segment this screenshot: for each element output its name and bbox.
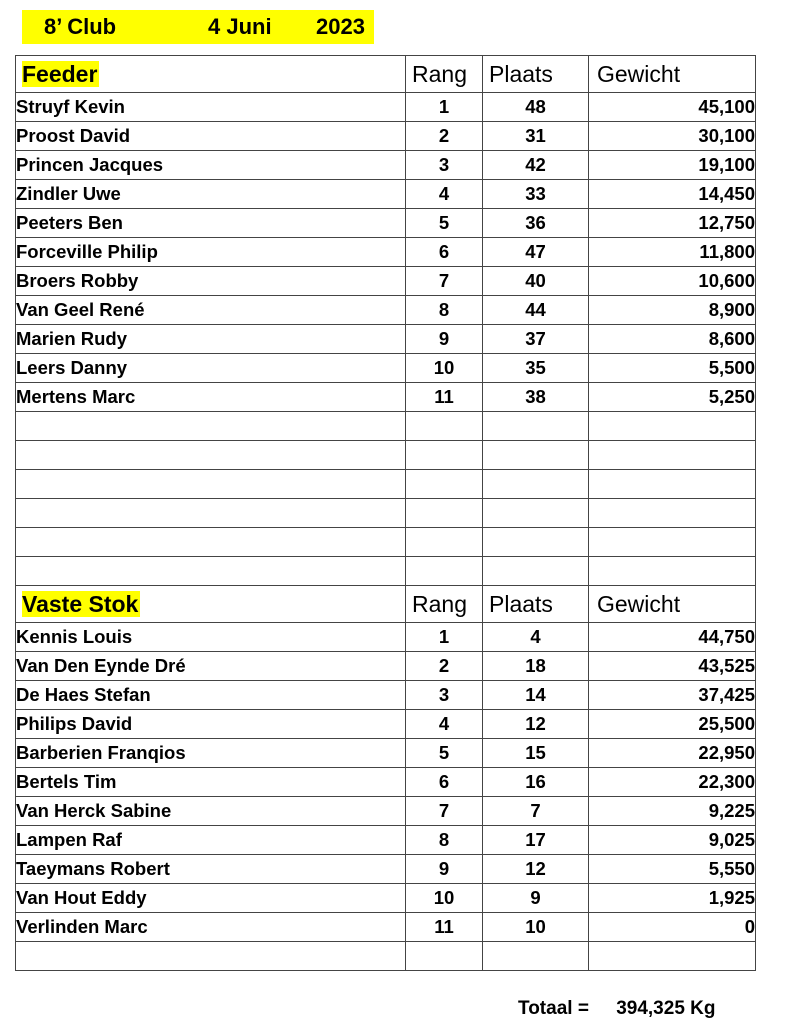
event-year: 2023 bbox=[316, 14, 365, 39]
club-name: 8’ Club bbox=[44, 14, 117, 39]
participant-name: Broers Robby bbox=[16, 267, 406, 296]
plaats-cell: 14 bbox=[483, 681, 589, 710]
gewicht-cell: 8,900 bbox=[589, 296, 756, 325]
rang-cell: 4 bbox=[406, 180, 483, 209]
participant-name: Verlinden Marc bbox=[16, 913, 406, 942]
plaats-cell: 38 bbox=[483, 383, 589, 412]
participant-name: Kennis Louis bbox=[16, 623, 406, 652]
participant-name: Bertels Tim bbox=[16, 768, 406, 797]
vaste-stok-label: Vaste Stok bbox=[22, 590, 139, 617]
document-title bbox=[22, 10, 374, 44]
participant-name: Princen Jacques bbox=[16, 151, 406, 180]
table-row bbox=[16, 623, 756, 652]
table-row bbox=[16, 913, 756, 942]
plaats-cell: 40 bbox=[483, 267, 589, 296]
gewicht-cell: 19,100 bbox=[589, 151, 756, 180]
plaats-cell: 18 bbox=[483, 652, 589, 681]
plaats-cell: 12 bbox=[483, 710, 589, 739]
rang-cell: 6 bbox=[406, 238, 483, 267]
empty-cell bbox=[16, 470, 406, 499]
col-gewicht-header: Gewicht bbox=[589, 586, 756, 623]
gewicht-cell: 0 bbox=[589, 913, 756, 942]
gewicht-cell: 11,800 bbox=[589, 238, 756, 267]
table-row bbox=[16, 267, 756, 296]
total-line bbox=[518, 998, 716, 1020]
empty-row bbox=[16, 441, 756, 470]
plaats-cell: 33 bbox=[483, 180, 589, 209]
event-date: 4 Juni bbox=[208, 14, 272, 39]
table-row bbox=[16, 325, 756, 354]
empty-row bbox=[16, 499, 756, 528]
participant-name: Van Herck Sabine bbox=[16, 797, 406, 826]
empty-cell bbox=[406, 412, 483, 441]
rang-cell: 2 bbox=[406, 122, 483, 151]
gewicht-cell: 5,550 bbox=[589, 855, 756, 884]
plaats-cell: 12 bbox=[483, 855, 589, 884]
plaats-cell: 44 bbox=[483, 296, 589, 325]
gewicht-cell: 9,025 bbox=[589, 826, 756, 855]
empty-cell bbox=[589, 441, 756, 470]
gewicht-cell: 22,950 bbox=[589, 739, 756, 768]
rang-cell: 3 bbox=[406, 151, 483, 180]
gewicht-cell: 9,225 bbox=[589, 797, 756, 826]
total-value: 394,325 Kg bbox=[616, 998, 716, 1019]
empty-row bbox=[16, 528, 756, 557]
empty-cell bbox=[406, 441, 483, 470]
gewicht-cell: 8,600 bbox=[589, 325, 756, 354]
rang-cell: 8 bbox=[406, 296, 483, 325]
plaats-cell: 42 bbox=[483, 151, 589, 180]
empty-cell bbox=[589, 942, 756, 971]
gewicht-cell: 37,425 bbox=[589, 681, 756, 710]
vaste-stok-header-row bbox=[16, 586, 756, 623]
table-row bbox=[16, 296, 756, 325]
table-row bbox=[16, 826, 756, 855]
rang-cell: 2 bbox=[406, 652, 483, 681]
table-row bbox=[16, 151, 756, 180]
plaats-cell: 4 bbox=[483, 623, 589, 652]
table-row bbox=[16, 768, 756, 797]
gewicht-cell: 10,600 bbox=[589, 267, 756, 296]
participant-name: Marien Rudy bbox=[16, 325, 406, 354]
total-label: Totaal = bbox=[518, 998, 589, 1019]
table-row bbox=[16, 383, 756, 412]
rang-cell: 5 bbox=[406, 209, 483, 238]
empty-cell bbox=[483, 499, 589, 528]
empty-cell bbox=[406, 942, 483, 971]
empty-cell bbox=[16, 942, 406, 971]
plaats-cell: 31 bbox=[483, 122, 589, 151]
empty-cell bbox=[483, 557, 589, 586]
plaats-cell: 48 bbox=[483, 93, 589, 122]
rang-cell: 7 bbox=[406, 267, 483, 296]
gewicht-cell: 43,525 bbox=[589, 652, 756, 681]
col-rang-header: Rang bbox=[406, 56, 483, 93]
col-plaats-header: Plaats bbox=[483, 586, 589, 623]
col-rang-header: Rang bbox=[406, 586, 483, 623]
col-plaats-header: Plaats bbox=[483, 56, 589, 93]
empty-cell bbox=[406, 557, 483, 586]
participant-name: Van Hout Eddy bbox=[16, 884, 406, 913]
feeder-header-row bbox=[16, 56, 756, 93]
empty-cell bbox=[483, 528, 589, 557]
plaats-cell: 10 bbox=[483, 913, 589, 942]
table-row bbox=[16, 855, 756, 884]
plaats-cell: 37 bbox=[483, 325, 589, 354]
empty-row bbox=[16, 557, 756, 586]
empty-cell bbox=[483, 470, 589, 499]
rang-cell: 6 bbox=[406, 768, 483, 797]
participant-name: Van Geel René bbox=[16, 296, 406, 325]
participant-name: Lampen Raf bbox=[16, 826, 406, 855]
participant-name: Van Den Eynde Dré bbox=[16, 652, 406, 681]
table-row bbox=[16, 122, 756, 151]
table-row bbox=[16, 652, 756, 681]
rang-cell: 10 bbox=[406, 354, 483, 383]
table-row bbox=[16, 710, 756, 739]
empty-cell bbox=[406, 499, 483, 528]
participant-name: Zindler Uwe bbox=[16, 180, 406, 209]
vaste-stok-section bbox=[16, 586, 756, 971]
plaats-cell: 35 bbox=[483, 354, 589, 383]
table-row bbox=[16, 238, 756, 267]
empty-cell bbox=[589, 412, 756, 441]
empty-cell bbox=[16, 528, 406, 557]
gewicht-cell: 25,500 bbox=[589, 710, 756, 739]
gewicht-cell: 14,450 bbox=[589, 180, 756, 209]
table-row bbox=[16, 797, 756, 826]
empty-cell bbox=[406, 528, 483, 557]
plaats-cell: 47 bbox=[483, 238, 589, 267]
feeder-label-cell bbox=[16, 56, 406, 93]
participant-name: Leers Danny bbox=[16, 354, 406, 383]
table-row bbox=[16, 681, 756, 710]
empty-cell bbox=[406, 470, 483, 499]
rang-cell: 9 bbox=[406, 855, 483, 884]
col-gewicht-header: Gewicht bbox=[589, 56, 756, 93]
participant-name: Forceville Philip bbox=[16, 238, 406, 267]
empty-cell bbox=[483, 412, 589, 441]
results-table bbox=[15, 55, 756, 971]
rang-cell: 10 bbox=[406, 884, 483, 913]
table-row bbox=[16, 884, 756, 913]
rang-cell: 11 bbox=[406, 383, 483, 412]
feeder-label: Feeder bbox=[22, 60, 98, 87]
gewicht-cell: 12,750 bbox=[589, 209, 756, 238]
plaats-cell: 36 bbox=[483, 209, 589, 238]
participant-name: De Haes Stefan bbox=[16, 681, 406, 710]
rang-cell: 3 bbox=[406, 681, 483, 710]
participant-name: Taeymans Robert bbox=[16, 855, 406, 884]
empty-cell bbox=[483, 942, 589, 971]
gewicht-cell: 30,100 bbox=[589, 122, 756, 151]
vaste-stok-label-cell bbox=[16, 586, 406, 623]
table-row bbox=[16, 93, 756, 122]
rang-cell: 8 bbox=[406, 826, 483, 855]
rang-cell: 7 bbox=[406, 797, 483, 826]
empty-cell bbox=[589, 528, 756, 557]
plaats-cell: 7 bbox=[483, 797, 589, 826]
plaats-cell: 16 bbox=[483, 768, 589, 797]
plaats-cell: 17 bbox=[483, 826, 589, 855]
rang-cell: 5 bbox=[406, 739, 483, 768]
empty-cell bbox=[589, 470, 756, 499]
participant-name: Peeters Ben bbox=[16, 209, 406, 238]
gewicht-cell: 5,500 bbox=[589, 354, 756, 383]
rang-cell: 4 bbox=[406, 710, 483, 739]
empty-cell bbox=[589, 499, 756, 528]
table-row bbox=[16, 180, 756, 209]
participant-name: Barberien Franqios bbox=[16, 739, 406, 768]
empty-row bbox=[16, 942, 756, 971]
table-row bbox=[16, 354, 756, 383]
empty-cell bbox=[16, 441, 406, 470]
rang-cell: 1 bbox=[406, 623, 483, 652]
participant-name: Proost David bbox=[16, 122, 406, 151]
participant-name: Mertens Marc bbox=[16, 383, 406, 412]
plaats-cell: 15 bbox=[483, 739, 589, 768]
gewicht-cell: 45,100 bbox=[589, 93, 756, 122]
empty-cell bbox=[16, 499, 406, 528]
gewicht-cell: 22,300 bbox=[589, 768, 756, 797]
empty-cell bbox=[483, 441, 589, 470]
participant-name: Philips David bbox=[16, 710, 406, 739]
table-row bbox=[16, 209, 756, 238]
rang-cell: 11 bbox=[406, 913, 483, 942]
feeder-section bbox=[16, 56, 756, 586]
plaats-cell: 9 bbox=[483, 884, 589, 913]
empty-row bbox=[16, 412, 756, 441]
rang-cell: 1 bbox=[406, 93, 483, 122]
gewicht-cell: 1,925 bbox=[589, 884, 756, 913]
empty-cell bbox=[16, 557, 406, 586]
empty-cell bbox=[589, 557, 756, 586]
gewicht-cell: 44,750 bbox=[589, 623, 756, 652]
rang-cell: 9 bbox=[406, 325, 483, 354]
participant-name: Struyf Kevin bbox=[16, 93, 406, 122]
empty-cell bbox=[16, 412, 406, 441]
empty-row bbox=[16, 470, 756, 499]
gewicht-cell: 5,250 bbox=[589, 383, 756, 412]
table-row bbox=[16, 739, 756, 768]
